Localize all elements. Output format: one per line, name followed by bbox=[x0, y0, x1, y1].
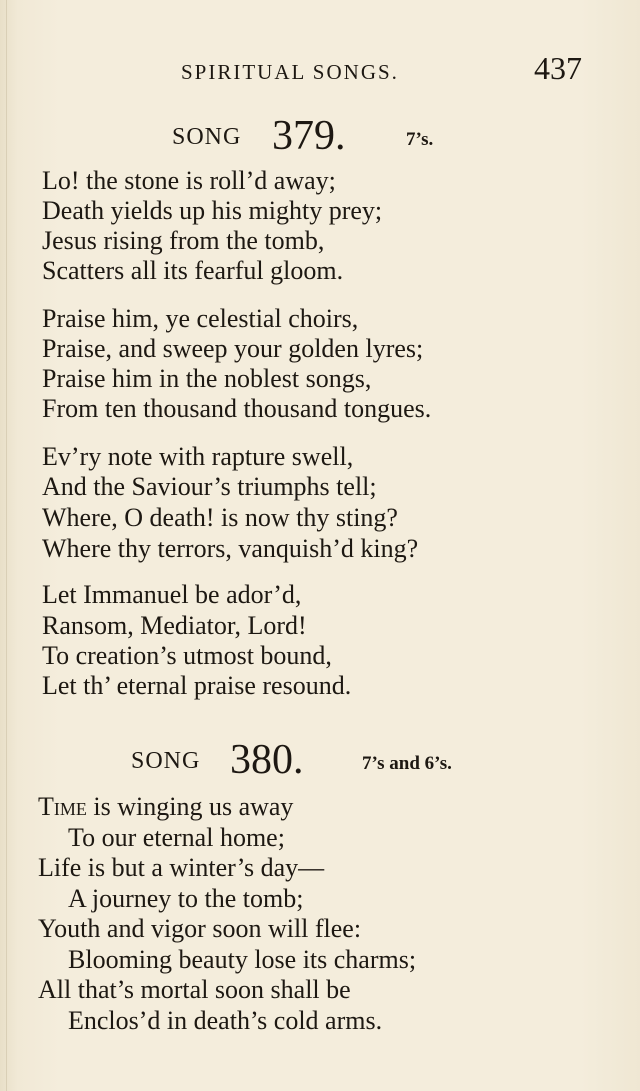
verse-line: All that’s mortal soon shall be bbox=[38, 975, 351, 1004]
verse-line: Jesus rising from the tomb, bbox=[42, 226, 325, 255]
verse-line: Where thy terrors, vanquish’d king? bbox=[42, 534, 419, 563]
verse-line: Life is but a winter’s day— bbox=[38, 853, 325, 882]
first-word: Time bbox=[38, 792, 87, 821]
song-label: SONG bbox=[131, 748, 201, 774]
verse-line: Blooming beauty lose its charms; bbox=[68, 945, 417, 974]
verse-line: A journey to the tomb; bbox=[68, 884, 304, 913]
verse-line bbox=[38, 792, 293, 822]
song-number: 380. bbox=[230, 737, 304, 783]
page-header bbox=[0, 50, 640, 90]
verse-line: Enclos’d in death’s cold arms. bbox=[68, 1006, 383, 1035]
verse-line: Praise him, ye celestial choirs, bbox=[42, 304, 359, 333]
verse-line: Death yields up his mighty prey; bbox=[42, 196, 383, 225]
page-number: 437 bbox=[534, 50, 582, 86]
verse-line: Let th’ eternal praise resound. bbox=[42, 671, 352, 700]
song-meter: 7’s. bbox=[406, 129, 434, 150]
running-title: SPIRITUAL SONGS. bbox=[181, 60, 399, 84]
verse-line: Ransom, Mediator, Lord! bbox=[42, 611, 307, 640]
verse-line: Praise him in the noblest songs, bbox=[42, 364, 372, 393]
verse-line: And the Saviour’s triumphs tell; bbox=[42, 472, 377, 501]
song-379-heading bbox=[0, 112, 640, 162]
verse-line: Youth and vigor soon will flee: bbox=[38, 914, 362, 943]
verse-line: Let Immanuel be ador’d, bbox=[42, 580, 302, 609]
song-number: 379. bbox=[272, 113, 346, 159]
song-meter: 7’s and 6’s. bbox=[362, 753, 452, 774]
verse-line: Scatters all its fearful gloom. bbox=[42, 256, 344, 285]
verse-line: Lo! the stone is roll’d away; bbox=[42, 166, 336, 195]
verse-line: To creation’s utmost bound, bbox=[42, 641, 332, 670]
first-line-rest: is winging us away bbox=[86, 792, 294, 821]
verse-line: To our eternal home; bbox=[68, 823, 285, 852]
verse-line: From ten thousand thousand tongues. bbox=[42, 394, 432, 423]
verse-line: Where, O death! is now thy sting? bbox=[42, 503, 398, 532]
verse-line: Praise, and sweep your golden lyres; bbox=[42, 334, 424, 363]
song-label: SONG bbox=[172, 124, 242, 150]
song-380-heading bbox=[0, 736, 640, 786]
page-gutter bbox=[6, 0, 7, 1091]
verse-line: Ev’ry note with rapture swell, bbox=[42, 442, 354, 471]
